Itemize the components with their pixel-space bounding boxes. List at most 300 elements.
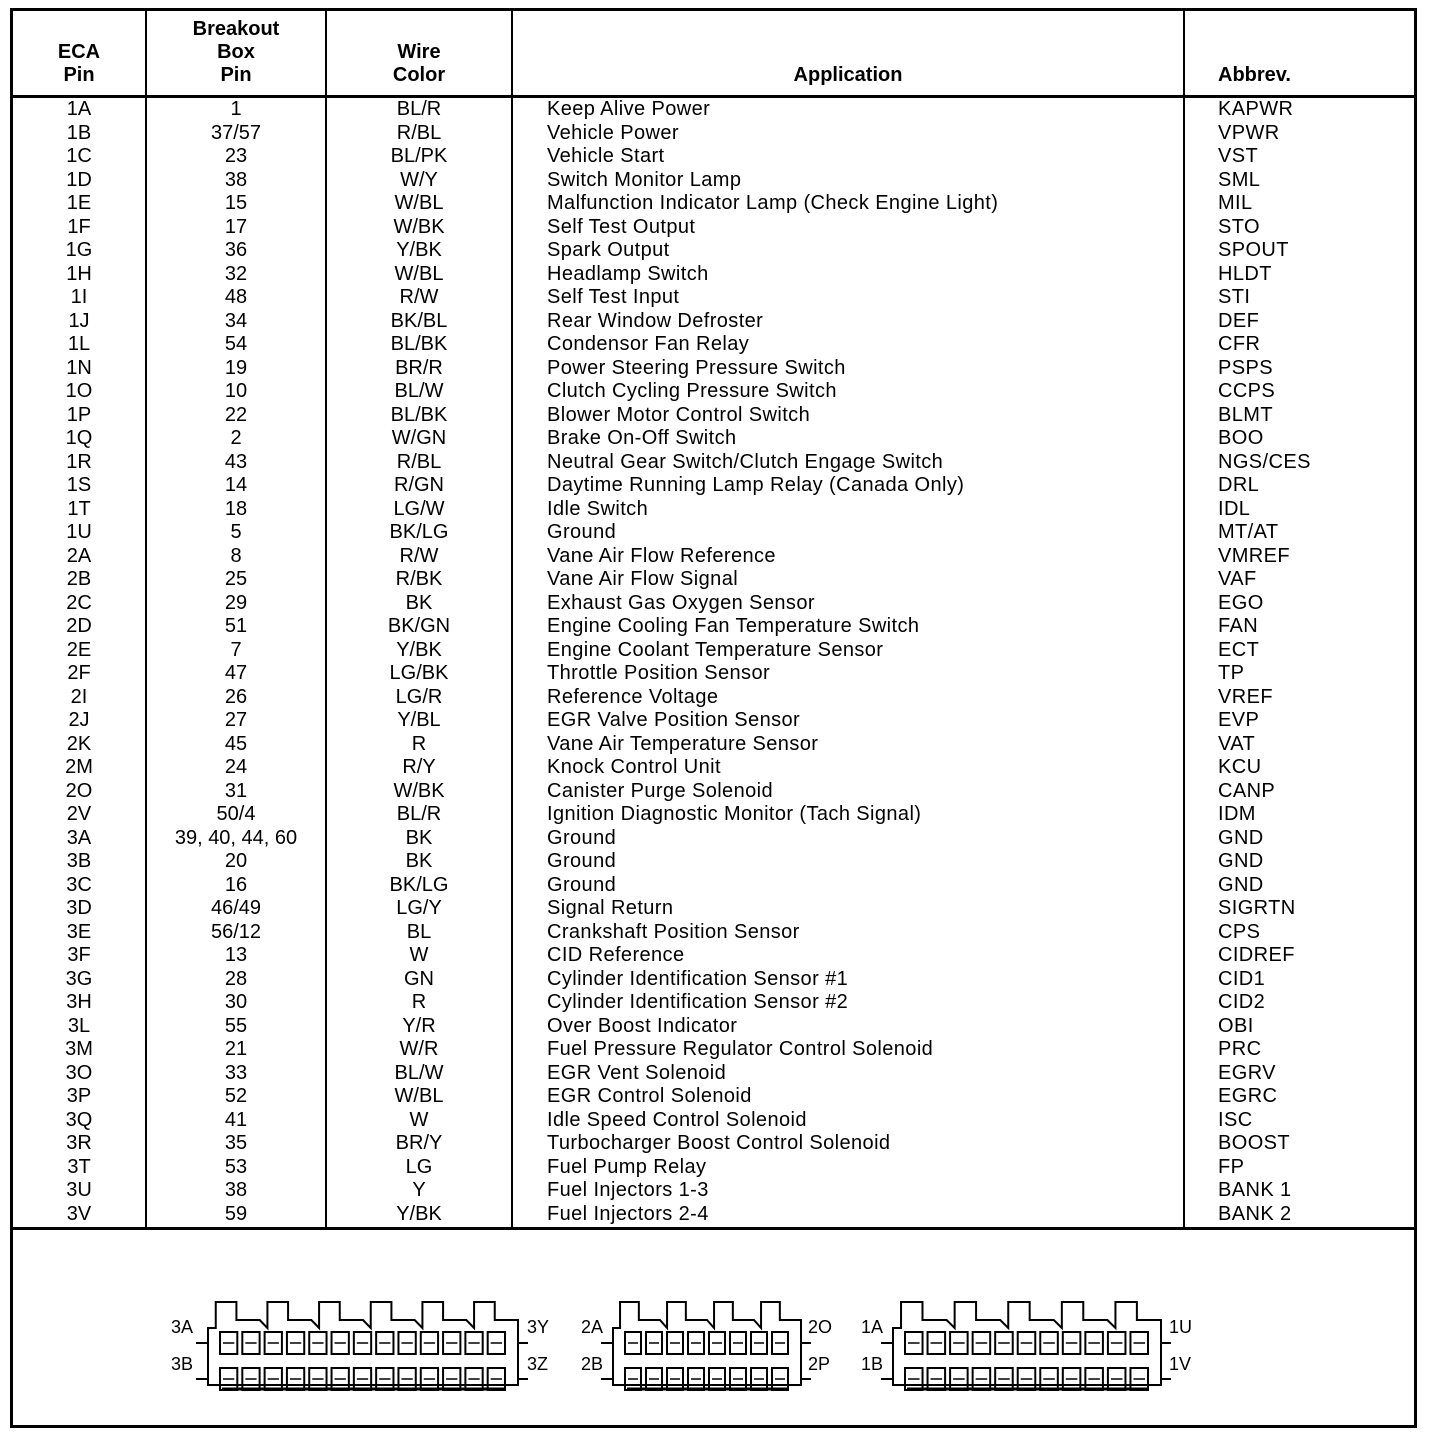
eca-pin-cell: 1F xyxy=(67,215,91,238)
eca-pin-cell: 2E xyxy=(66,638,92,661)
abbrev-cell: VMREF xyxy=(1218,544,1290,567)
header-line: Wire xyxy=(397,41,441,63)
breakout-pin-cell: 36 xyxy=(224,239,248,261)
table-row xyxy=(13,1015,1414,1039)
header-line: Breakout xyxy=(192,18,280,40)
eca-pin-cell: 3L xyxy=(67,1014,91,1037)
abbrev-cell: EGO xyxy=(1218,591,1264,614)
application-cell: Ground xyxy=(547,850,617,872)
application-cell: EGR Control Solenoid xyxy=(547,1085,752,1107)
abbrev-cell: FAN xyxy=(1218,615,1259,637)
abbrev-cell: SML xyxy=(1218,168,1261,191)
abbrev-cell: GND xyxy=(1218,826,1264,849)
eca-pin-cell: 1C xyxy=(66,145,92,167)
breakout-pin-cell: 38 xyxy=(224,1179,248,1201)
table-row xyxy=(13,286,1414,310)
connector-label-3z: 3Z xyxy=(527,1354,549,1374)
application-cell: Vane Air Flow Reference xyxy=(547,544,776,567)
wire-color-cell: BL/PK xyxy=(390,145,448,167)
wire-color-cell: W xyxy=(409,1108,429,1131)
abbrev-cell: BANK 2 xyxy=(1218,1202,1292,1225)
eca-pin-cell: 3G xyxy=(65,967,93,990)
application-cell: CID Reference xyxy=(547,944,685,966)
connector-label-3y: 3Y xyxy=(527,1317,550,1337)
application-cell: Rear Window Defroster xyxy=(547,309,764,332)
wire-color-cell: W xyxy=(409,944,429,966)
abbrev-cell: CID2 xyxy=(1218,991,1266,1013)
header-line: Pin xyxy=(63,64,95,86)
table-row xyxy=(13,1062,1414,1086)
breakout-pin-cell: 37/57 xyxy=(210,121,262,144)
application-cell: Brake On-Off Switch xyxy=(547,427,737,449)
connector-label-3b: 3B xyxy=(171,1354,194,1374)
wire-color-cell: R/W xyxy=(399,286,439,308)
breakout-pin-cell: 31 xyxy=(224,779,248,802)
connector-3 xyxy=(196,1302,528,1390)
application-cell: Engine Coolant Temperature Sensor xyxy=(547,638,884,661)
wire-color-cell: LG/Y xyxy=(396,897,442,919)
application-cell: Exhaust Gas Oxygen Sensor xyxy=(547,591,815,614)
connector-label-2p: 2P xyxy=(808,1354,831,1374)
application-cell: Ground xyxy=(547,521,617,543)
eca-pin-cell: 3F xyxy=(67,944,91,966)
header-line: Pin xyxy=(220,64,252,86)
table-row xyxy=(13,310,1414,334)
application-cell: Spark Output xyxy=(547,239,670,261)
eca-pin-cell: 3M xyxy=(65,1038,93,1060)
table-row xyxy=(13,263,1414,287)
wire-color-cell: W/GN xyxy=(391,427,447,449)
table-row xyxy=(13,639,1414,663)
application-cell: Condensor Fan Relay xyxy=(547,333,750,355)
table-row xyxy=(13,686,1414,710)
table-row xyxy=(13,380,1414,404)
application-cell: Vane Air Temperature Sensor xyxy=(547,732,819,755)
eca-pin-cell: 2F xyxy=(67,662,91,684)
wire-color-cell: LG/W xyxy=(393,497,445,520)
breakout-pin-cell: 27 xyxy=(224,709,248,731)
wire-color-cell: Y/BK xyxy=(396,638,442,661)
abbrev-cell: CANP xyxy=(1218,779,1276,802)
application-cell: Ground xyxy=(547,873,617,896)
application-cell: EGR Vent Solenoid xyxy=(547,1061,727,1084)
wire-color-cell: W/BL xyxy=(394,192,444,214)
table-row xyxy=(13,521,1414,545)
wire-color-cell: R xyxy=(411,991,427,1013)
eca-pin-cell: 1A xyxy=(66,98,92,120)
wire-color-cell: BR/Y xyxy=(395,1132,443,1154)
breakout-pin-cell: 46/49 xyxy=(210,897,262,919)
breakout-pin-cell: 2 xyxy=(230,427,242,449)
eca-pin-cell: 3A xyxy=(66,826,92,849)
wire-color-cell: R/BK xyxy=(395,568,443,590)
table-row xyxy=(13,733,1414,757)
table-row xyxy=(13,568,1414,592)
header-line: ECA xyxy=(57,41,101,63)
eca-pin-cell: 1H xyxy=(66,262,92,285)
wire-color-cell: BK/GN xyxy=(387,615,451,637)
breakout-pin-cell: 28 xyxy=(224,967,248,990)
eca-pin-cell: 3O xyxy=(65,1061,93,1084)
application-cell: Fuel Pump Relay xyxy=(547,1155,707,1178)
breakout-pin-cell: 39, 40, 44, 60 xyxy=(174,826,298,849)
abbrev-cell: CCPS xyxy=(1218,380,1276,402)
wire-color-cell: BK xyxy=(405,850,433,872)
table-row xyxy=(13,803,1414,827)
application-cell: Clutch Cycling Pressure Switch xyxy=(547,380,837,402)
wire-color-cell: BL/R xyxy=(396,803,442,825)
table-row xyxy=(13,827,1414,851)
application-cell: Idle Switch xyxy=(547,497,649,520)
table-row xyxy=(13,874,1414,898)
table-row xyxy=(13,615,1414,639)
wire-color-cell: R/GN xyxy=(394,474,444,496)
abbrev-cell: VPWR xyxy=(1218,121,1280,144)
breakout-pin-cell: 10 xyxy=(224,380,248,402)
table-row xyxy=(13,1203,1414,1227)
abbrev-cell: CIDREF xyxy=(1218,944,1295,966)
table-row xyxy=(13,592,1414,616)
table-row xyxy=(13,968,1414,992)
wire-color-cell: BL/BK xyxy=(390,333,448,355)
wire-color-cell: Y/BL xyxy=(397,709,441,731)
eca-pin-cell: 2O xyxy=(65,779,93,802)
table-row xyxy=(13,662,1414,686)
header-eca-pin xyxy=(13,41,145,87)
breakout-pin-cell: 54 xyxy=(224,333,248,355)
breakout-pin-cell: 15 xyxy=(224,192,248,214)
abbrev-cell: PSPS xyxy=(1218,356,1273,379)
table-row xyxy=(13,192,1414,216)
breakout-pin-cell: 16 xyxy=(224,873,248,896)
abbrev-cell: FP xyxy=(1218,1155,1245,1178)
eca-pin-cell: 1R xyxy=(66,450,92,473)
breakout-pin-cell: 56/12 xyxy=(210,920,262,943)
table-row xyxy=(13,756,1414,780)
abbrev-cell: DRL xyxy=(1218,474,1260,496)
abbrev-cell: CID1 xyxy=(1218,967,1266,990)
connector-label-2b: 2B xyxy=(581,1354,604,1374)
table-row xyxy=(13,991,1414,1015)
eca-pin-cell: 3D xyxy=(66,897,92,919)
connector-label-1b: 1B xyxy=(861,1354,884,1374)
breakout-pin-cell: 22 xyxy=(224,403,248,426)
eca-pin-cell: 3R xyxy=(66,1132,92,1154)
wire-color-cell: GN xyxy=(404,967,434,990)
abbrev-cell: EGRC xyxy=(1218,1085,1278,1107)
abbrev-cell: MT/AT xyxy=(1218,521,1279,543)
wire-color-cell: W/BL xyxy=(394,1085,444,1107)
application-cell: Malfunction Indicator Lamp (Check Engine Light) xyxy=(547,192,999,214)
application-cell: Engine Cooling Fan Temperature Switch xyxy=(547,615,920,637)
connector-label-1a: 1A xyxy=(861,1317,884,1337)
connector-diagram-svg xyxy=(13,1230,1414,1425)
wire-color-cell: BK/LG xyxy=(389,873,449,896)
abbrev-cell: IDL xyxy=(1218,497,1251,520)
application-cell: Throttle Position Sensor xyxy=(547,662,771,684)
header-line: Application xyxy=(793,64,903,86)
eca-pin-cell: 1L xyxy=(67,333,91,355)
abbrev-cell: GND xyxy=(1218,873,1264,896)
application-cell: Idle Speed Control Solenoid xyxy=(547,1108,807,1131)
header-breakout-pin xyxy=(147,18,325,87)
eca-pin-cell: 1Q xyxy=(65,427,93,449)
eca-pin-cell: 3C xyxy=(66,873,92,896)
breakout-pin-cell: 34 xyxy=(224,309,248,332)
table-row xyxy=(13,239,1414,263)
breakout-pin-cell: 21 xyxy=(224,1038,248,1060)
application-cell: Cylinder Identification Sensor #1 xyxy=(547,967,849,990)
application-cell: Vehicle Power xyxy=(547,121,679,144)
breakout-pin-cell: 55 xyxy=(224,1014,248,1037)
application-cell: Keep Alive Power xyxy=(547,98,711,120)
wire-color-cell: BK/BL xyxy=(390,309,448,332)
table-row xyxy=(13,404,1414,428)
application-cell: Crankshaft Position Sensor xyxy=(547,920,800,943)
wire-color-cell: Y xyxy=(412,1179,426,1201)
application-cell: Daytime Running Lamp Relay (Canada Only) xyxy=(547,474,965,496)
application-cell: Headlamp Switch xyxy=(547,262,709,285)
table-row xyxy=(13,1132,1414,1156)
wire-color-cell: BK xyxy=(405,826,433,849)
eca-pin-cell: 1I xyxy=(70,286,88,308)
breakout-pin-cell: 50/4 xyxy=(216,803,256,825)
wire-color-cell: W/R xyxy=(399,1038,439,1060)
eca-pin-cell: 1O xyxy=(65,380,93,402)
header-line: Box xyxy=(217,41,255,63)
application-cell: Ignition Diagnostic Monitor (Tach Signal) xyxy=(547,803,922,825)
application-cell: Ground xyxy=(547,826,617,849)
eca-pin-cell: 1P xyxy=(66,403,92,426)
application-cell: Knock Control Unit xyxy=(547,756,721,778)
application-cell: Vane Air Flow Signal xyxy=(547,568,739,590)
wire-color-cell: R/BL xyxy=(396,121,442,144)
breakout-pin-cell: 5 xyxy=(230,521,242,543)
breakout-pin-cell: 45 xyxy=(224,732,248,755)
abbrev-cell: SPOUT xyxy=(1218,239,1289,261)
table-row xyxy=(13,427,1414,451)
table-row xyxy=(13,145,1414,169)
table-row xyxy=(13,921,1414,945)
breakout-pin-cell: 53 xyxy=(224,1155,248,1178)
pinout-table xyxy=(10,8,1417,1428)
table-row xyxy=(13,122,1414,146)
connector-1 xyxy=(881,1302,1171,1390)
application-cell: Canister Purge Solenoid xyxy=(547,779,773,802)
application-cell: Self Test Input xyxy=(547,286,680,308)
wire-color-cell: BL/BK xyxy=(390,403,448,426)
header-line: Color xyxy=(392,64,446,86)
connector-label-2o: 2O xyxy=(808,1317,833,1337)
eca-pin-cell: 2K xyxy=(66,732,92,755)
wire-color-cell: R xyxy=(411,732,427,755)
connector-label-1u: 1U xyxy=(1169,1317,1193,1337)
header-line: Abbrev. xyxy=(1218,64,1291,86)
table-row xyxy=(13,98,1414,122)
application-cell: Fuel Injectors 1-3 xyxy=(547,1179,709,1201)
wire-color-cell: R/Y xyxy=(402,756,436,778)
abbrev-cell: STI xyxy=(1218,286,1251,308)
breakout-pin-cell: 29 xyxy=(224,591,248,614)
application-cell: Over Boost Indicator xyxy=(547,1014,738,1037)
abbrev-cell: KAPWR xyxy=(1218,98,1294,120)
wire-color-cell: LG xyxy=(405,1155,433,1178)
breakout-pin-cell: 19 xyxy=(224,356,248,379)
eca-pin-cell: 3P xyxy=(66,1085,92,1107)
abbrev-cell: IDM xyxy=(1218,803,1256,825)
eca-pin-cell: 2J xyxy=(68,709,90,731)
breakout-pin-cell: 59 xyxy=(224,1202,248,1225)
breakout-pin-cell: 1 xyxy=(230,98,242,120)
abbrev-cell: VAF xyxy=(1218,568,1257,590)
breakout-pin-cell: 26 xyxy=(224,685,248,708)
breakout-pin-cell: 47 xyxy=(224,662,248,684)
table-row xyxy=(13,498,1414,522)
table-row xyxy=(13,850,1414,874)
application-cell: Neutral Gear Switch/Clutch Engage Switch xyxy=(547,450,944,473)
eca-pin-cell: 1B xyxy=(66,121,92,144)
wire-color-cell: BL xyxy=(406,920,432,943)
wire-color-cell: BL/W xyxy=(394,380,444,402)
abbrev-cell: VST xyxy=(1218,145,1259,167)
abbrev-cell: DEF xyxy=(1218,309,1260,332)
wire-color-cell: Y/R xyxy=(402,1014,436,1037)
breakout-pin-cell: 32 xyxy=(224,262,248,285)
abbrev-cell: OBI xyxy=(1218,1014,1254,1037)
eca-pin-cell: 3Q xyxy=(65,1108,93,1131)
breakout-pin-cell: 18 xyxy=(224,497,248,520)
application-cell: Self Test Output xyxy=(547,215,696,238)
abbrev-cell: STO xyxy=(1218,215,1260,238)
wire-color-cell: W/BL xyxy=(394,262,444,285)
table-header xyxy=(13,11,1414,98)
breakout-pin-cell: 13 xyxy=(224,944,248,966)
application-cell: Vehicle Start xyxy=(547,145,665,167)
abbrev-cell: PRC xyxy=(1218,1038,1262,1060)
abbrev-cell: EGRV xyxy=(1218,1061,1276,1084)
eca-pin-cell: 2D xyxy=(66,615,92,637)
breakout-pin-cell: 48 xyxy=(224,286,248,308)
application-cell: Turbocharger Boost Control Solenoid xyxy=(547,1132,891,1154)
wire-color-cell: LG/BK xyxy=(389,662,449,684)
abbrev-cell: HLDT xyxy=(1218,262,1272,285)
breakout-pin-cell: 24 xyxy=(224,756,248,778)
abbrev-cell: BOOST xyxy=(1218,1132,1291,1154)
abbrev-cell: VREF xyxy=(1218,685,1273,708)
abbrev-cell: CPS xyxy=(1218,920,1261,943)
eca-pin-cell: 1T xyxy=(67,497,91,520)
eca-pin-cell: 1D xyxy=(66,168,92,191)
breakout-pin-cell: 25 xyxy=(224,568,248,590)
wire-color-cell: W/BK xyxy=(393,215,445,238)
breakout-pin-cell: 7 xyxy=(230,638,242,661)
table-row xyxy=(13,1109,1414,1133)
table-row xyxy=(13,780,1414,804)
table-row xyxy=(13,944,1414,968)
abbrev-cell: ISC xyxy=(1218,1108,1253,1131)
abbrev-cell: GND xyxy=(1218,850,1264,872)
eca-pin-cell: 3E xyxy=(66,920,92,943)
abbrev-cell: CFR xyxy=(1218,333,1261,355)
wire-color-cell: Y/BK xyxy=(396,239,442,261)
wire-color-cell: BL/R xyxy=(396,98,442,120)
breakout-pin-cell: 20 xyxy=(224,850,248,872)
table-row xyxy=(13,216,1414,240)
abbrev-cell: TP xyxy=(1218,662,1245,684)
eca-pin-cell: 1J xyxy=(68,309,90,332)
wire-color-cell: BL/W xyxy=(394,1061,444,1084)
header-abbrev xyxy=(1218,64,1408,87)
abbrev-cell: MIL xyxy=(1218,192,1253,214)
eca-pin-cell: 1S xyxy=(66,474,92,496)
table-row xyxy=(13,357,1414,381)
connector-diagram xyxy=(13,1227,1414,1425)
application-cell: Fuel Injectors 2-4 xyxy=(547,1202,709,1225)
wire-color-cell: W/BK xyxy=(393,779,445,802)
application-cell: Signal Return xyxy=(547,897,674,919)
eca-pin-cell: 1G xyxy=(65,239,93,261)
connector-label-3a: 3A xyxy=(171,1317,194,1337)
breakout-pin-cell: 43 xyxy=(224,450,248,473)
table-row xyxy=(13,1179,1414,1203)
wire-color-cell: LG/R xyxy=(395,685,443,708)
abbrev-cell: BLMT xyxy=(1218,403,1273,426)
eca-pin-cell: 1U xyxy=(66,521,92,543)
eca-pin-cell: 3H xyxy=(66,991,92,1013)
application-cell: Fuel Pressure Regulator Control Solenoid xyxy=(547,1038,934,1060)
eca-pin-cell: 1E xyxy=(66,192,92,214)
breakout-pin-cell: 14 xyxy=(224,474,248,496)
table-row xyxy=(13,1085,1414,1109)
wire-color-cell: R/BL xyxy=(396,450,442,473)
wire-color-cell: BK xyxy=(405,591,433,614)
abbrev-cell: KCU xyxy=(1218,756,1262,778)
abbrev-cell: ECT xyxy=(1218,638,1260,661)
abbrev-cell: EVP xyxy=(1218,709,1260,731)
eca-pin-cell: 3V xyxy=(66,1202,92,1225)
header-application xyxy=(513,64,1183,87)
breakout-pin-cell: 52 xyxy=(224,1085,248,1107)
wire-color-cell: BK/LG xyxy=(389,521,449,543)
breakout-pin-cell: 41 xyxy=(224,1108,248,1131)
eca-pin-cell: 2C xyxy=(66,591,92,614)
eca-pin-cell: 3U xyxy=(66,1179,92,1201)
eca-pin-cell: 3B xyxy=(66,850,92,872)
abbrev-cell: NGS/CES xyxy=(1218,450,1311,473)
breakout-pin-cell: 38 xyxy=(224,168,248,191)
wire-color-cell: R/W xyxy=(399,544,439,567)
table-row xyxy=(13,169,1414,193)
breakout-pin-cell: 23 xyxy=(224,145,248,167)
abbrev-cell: BANK 1 xyxy=(1218,1179,1292,1201)
table-row xyxy=(13,545,1414,569)
breakout-pin-cell: 8 xyxy=(230,544,242,567)
table-row xyxy=(13,897,1414,921)
wire-color-cell: BR/R xyxy=(395,356,443,379)
application-cell: Power Steering Pressure Switch xyxy=(547,356,846,379)
breakout-pin-cell: 17 xyxy=(224,215,248,238)
eca-pin-cell: 2M xyxy=(65,756,93,778)
eca-pin-cell: 2I xyxy=(70,685,88,708)
connector-label-1v: 1V xyxy=(1169,1354,1192,1374)
eca-pin-cell: 2A xyxy=(66,544,92,567)
breakout-pin-cell: 33 xyxy=(224,1061,248,1084)
application-cell: Reference Voltage xyxy=(547,685,719,708)
breakout-pin-cell: 35 xyxy=(224,1132,248,1154)
wire-color-cell: W/Y xyxy=(400,168,438,191)
breakout-pin-cell: 30 xyxy=(224,991,248,1013)
abbrev-cell: BOO xyxy=(1218,427,1264,449)
